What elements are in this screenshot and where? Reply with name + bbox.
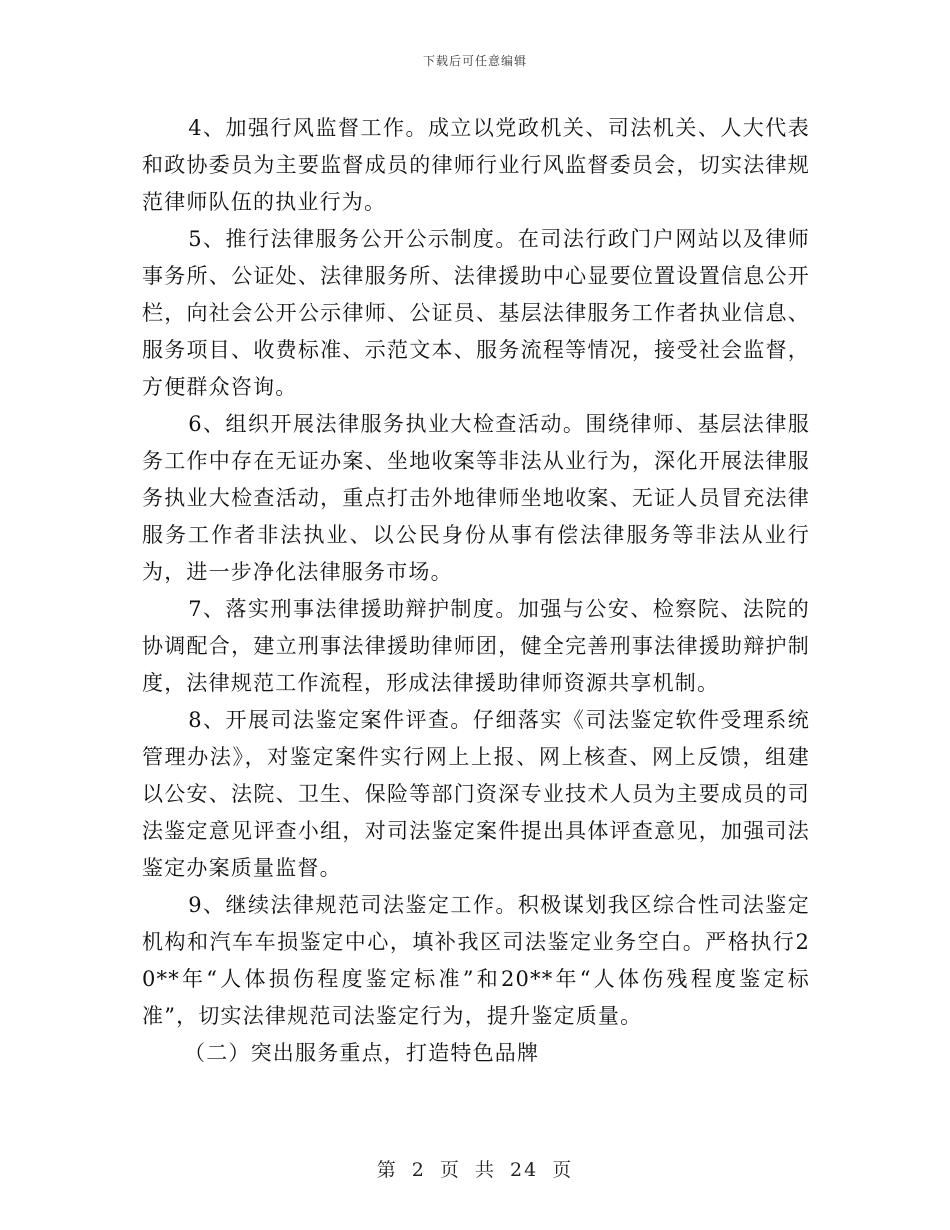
paragraph-item-8: 8、开展司法鉴定案件评查。仔细落实《司法鉴定软件受理系统管理办法》，对鉴定案件实行网上上报、网上核查、网上反馈，组建以公安、法院、卫生、保险等部门资深专业技术人员为主要成员的司法鉴定意见评查小组，对司法鉴定案件提出具体评查意见，加强司法鉴定办案质量监督。 (142, 708, 810, 880)
page-header: 下载后可任意编辑 (422, 54, 527, 68)
paragraph-item-9: 9、继续法律规范司法鉴定工作。积极谋划我区综合性司法鉴定机构和汽车车损鉴定中心，填补我区司法鉴定业务空白。严格执行20**年“人体损伤程度鉴定标准”和20**年“人体伤残程度鉴定标准”，切实法律规范司法鉴定行为，提升鉴定质量。 (142, 893, 810, 1028)
document-body (142, 110, 810, 1072)
paragraph-item-6: 6、组织开展法律服务执业大检查活动。围绕律师、基层法律服务工作中存在无证办案、坐地收案等非法从业行为，深化开展法律服务执业大检查活动，重点打击外地律师坐地收案、无证人员冒充法律服务工作者非法执业、以公民身份从事有偿法律服务等非法从业行为，进一步净化法律服务市场。 (142, 412, 810, 584)
paragraph-item-7: 7、落实刑事法律援助辩护制度。加强与公安、检察院、法院的协调配合，建立刑事法律援助律师团，健全完善刑事法律援助辩护制度，法律规范工作流程，形成法律援助律师资源共享机制。 (142, 597, 810, 695)
section-subheading: （二）突出服务重点，打造特色品牌 (184, 1041, 540, 1065)
paragraph-item-5: 5、推行法律服务公开公示制度。在司法行政门户网站以及律师事务所、公证处、法律服务所、法律援助中心显要位置设置信息公开栏，向社会公开公示律师、公证员、基层法律服务工作者执业信息、服务项目、收费标准、示范文本、服务流程等情况，接受社会监督，方便群众咨询。 (142, 227, 810, 399)
paragraph-item-4: 4、加强行风监督工作。成立以党政机关、司法机关、人大代表和政协委员为主要监督成员的律师行业行风监督委员会，切实法律规范律师队伍的执业行为。 (142, 116, 810, 214)
page-number-footer: 第 2 页 共 24 页 (376, 1159, 574, 1181)
